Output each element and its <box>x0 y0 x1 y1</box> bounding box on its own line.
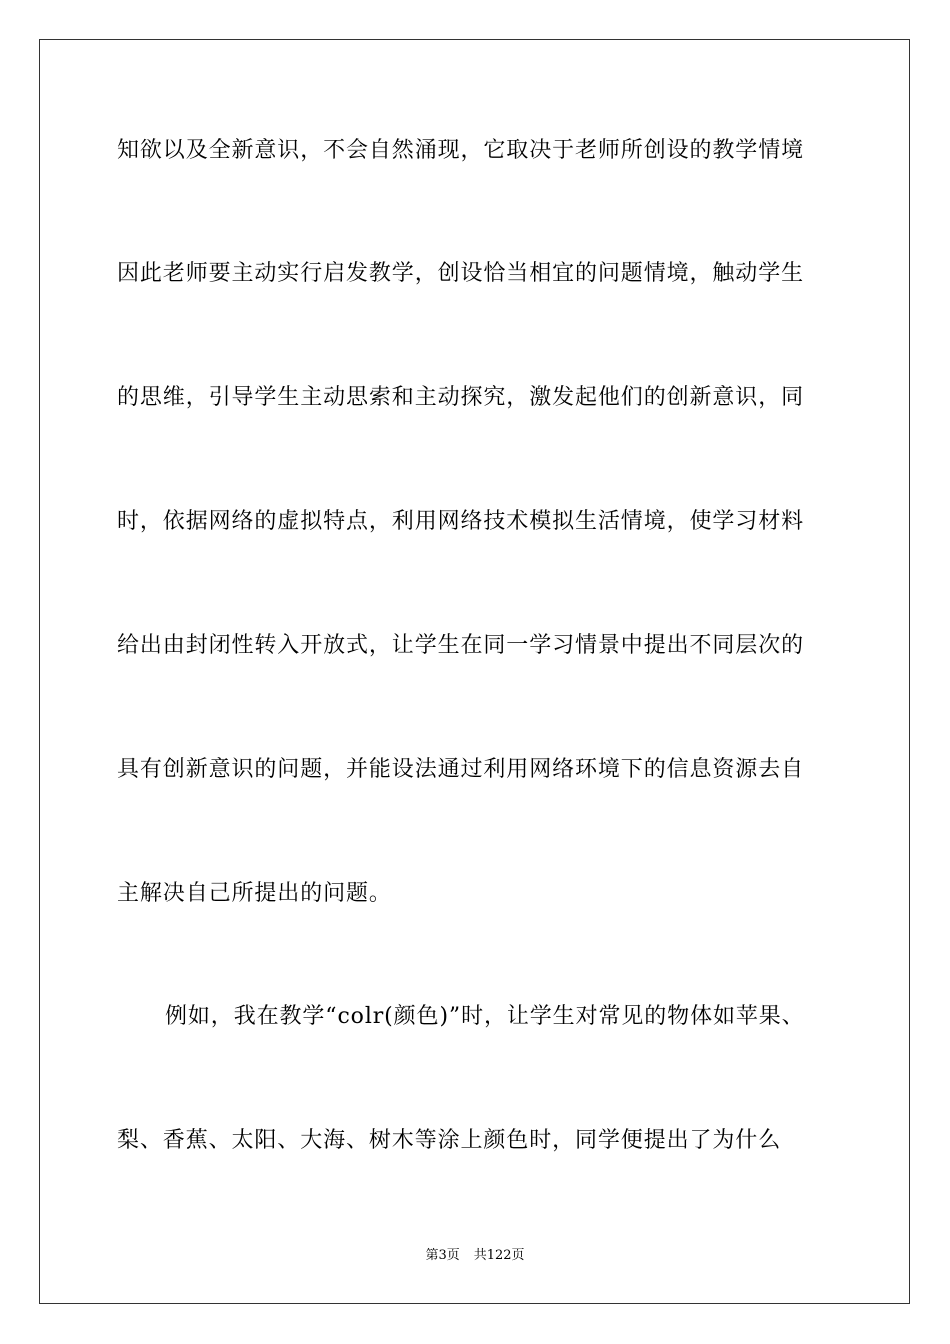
paragraph-first-line: 例如，我在教学“colr(颜色)”时，让学生对常见的物体如苹果、 <box>165 1004 805 1029</box>
body-text-line: 因此老师要主动实行启发教学，创设恰当相宜的问题情境，触动学生 <box>117 261 805 286</box>
page-frame <box>39 39 910 1304</box>
body-text-line: 给出由封闭性转入开放式，让学生在同一学习情景中提出不同层次的 <box>117 633 805 658</box>
page-total: 共122页 <box>473 1248 525 1263</box>
page-footer <box>0 1247 950 1265</box>
body-text-line: 时，依据网络的虚拟特点，利用网络技术模拟生活情境，使学习材料 <box>117 509 805 534</box>
body-text-line: 主解决自己所提出的问题。 <box>117 881 392 906</box>
body-text-line: 的思维，引导学生主动思索和主动探究，激发起他们的创新意识，同 <box>117 385 805 410</box>
body-text-line: 梨、香蕉、太阳、大海、树木等涂上颜色时，同学便提出了为什么 <box>117 1128 782 1153</box>
body-text-line: 具有创新意识的问题，并能设法通过利用网络环境下的信息资源去自 <box>117 757 805 782</box>
page-number: 第3页 <box>425 1248 460 1263</box>
body-text-line: 知欲以及全新意识，不会自然涌现，它取决于老师所创设的教学情境 <box>117 138 805 163</box>
